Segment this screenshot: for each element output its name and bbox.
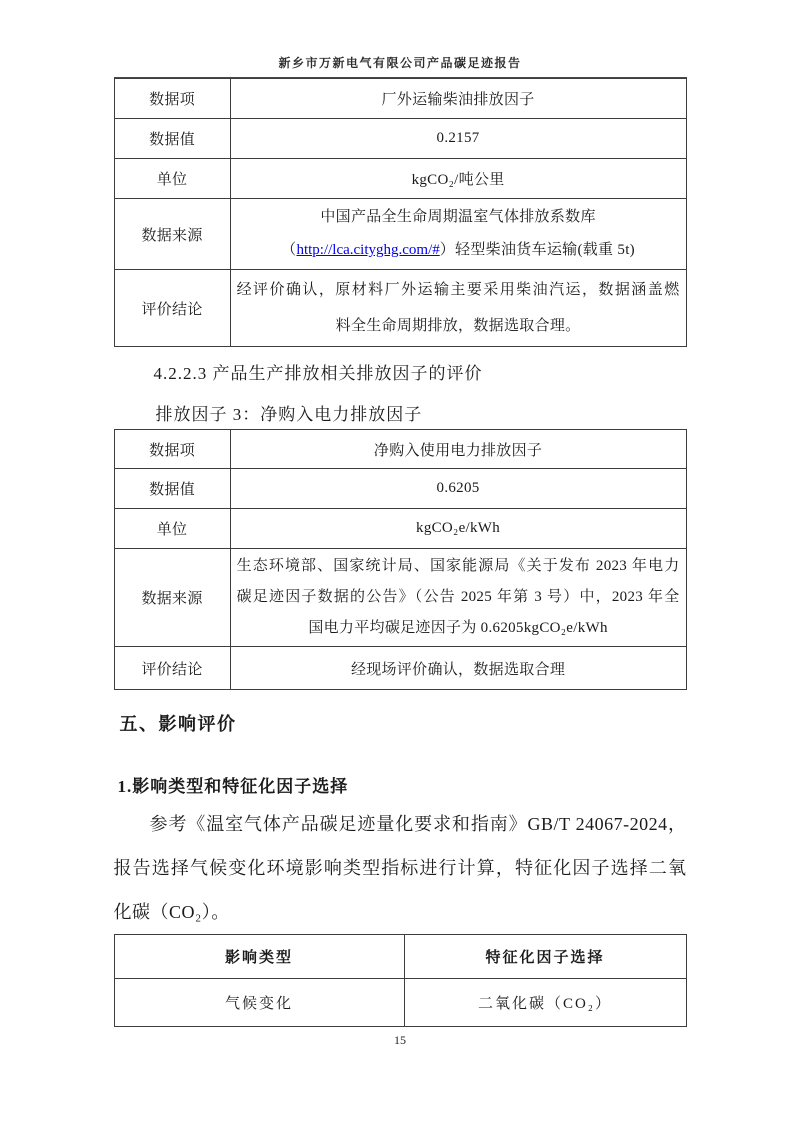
table-row xyxy=(114,270,686,347)
table-row xyxy=(114,159,686,199)
paragraph-line: 参考《温室气体产品碳足迹量化要求和指南》GB/T 24067-2024， xyxy=(149,814,687,834)
link-suffix: ）轻型柴油货车运输(载重 5t) xyxy=(439,242,635,258)
emission-factor-3-heading: 排放因子 3：净购入电力排放因子 xyxy=(155,405,423,424)
report-page xyxy=(114,0,687,1048)
data-item-value: 净购入使用电力排放因子 xyxy=(230,430,686,469)
table-row xyxy=(114,469,686,509)
characterization-factor-header: 特征化因子选择 xyxy=(404,935,686,979)
table-row xyxy=(114,199,686,270)
data-source-label: 数据来源 xyxy=(114,549,230,647)
section-5-heading: 五、影响评价 xyxy=(119,714,237,734)
unit-value: kgCO₂e/kWh xyxy=(230,509,686,549)
paragraph-line: 化碳（CO₂）。 xyxy=(113,902,230,922)
page-number: 15 xyxy=(394,1033,406,1047)
data-item-label: 数据项 xyxy=(114,79,230,119)
data-source-line: 国电力平均碳足迹因子为 0.6205kgCO₂e/kWh xyxy=(308,620,608,636)
subsection-1-heading: 1.影响类型和特征化因子选择 xyxy=(117,777,349,796)
characterization-factor-value: 二氧化碳（CO₂） xyxy=(404,979,686,1027)
table-row xyxy=(114,430,686,469)
data-source-cell xyxy=(230,199,686,270)
table-row xyxy=(114,647,686,690)
table-row xyxy=(114,79,686,119)
data-source-cell xyxy=(230,549,686,647)
header-title: 新乡市万新电气有限公司产品碳足迹报告 xyxy=(278,56,522,70)
impact-type-table xyxy=(114,934,687,1027)
data-item-value: 厂外运输柴油排放因子 xyxy=(230,79,686,119)
conclusion-value: 经现场评价确认，数据选取合理 xyxy=(230,647,686,690)
conclusion-label: 评价结论 xyxy=(114,270,230,347)
data-source-line: 中国产品全生命周期温室气体排放系数库 xyxy=(320,209,596,225)
impact-type-value: 气候变化 xyxy=(114,979,404,1027)
section-heading-4-2-2-3: 4.2.2.3 产品生产排放相关排放因子的评价 xyxy=(153,364,483,383)
conclusion-line: 经评价确认，原材料厂外运输主要采用柴油汽运，数据涵盖燃 xyxy=(236,282,680,298)
data-source-label: 数据来源 xyxy=(114,199,230,270)
impact-paragraph xyxy=(114,802,687,934)
data-item-label: 数据项 xyxy=(114,430,230,469)
data-source-line: 碳足迹因子数据的公告》（公告 2025 年第 3 号）中，2023 年全 xyxy=(236,589,680,605)
unit-value: kgCO₂/吨公里 xyxy=(230,159,686,199)
table-row xyxy=(114,979,686,1027)
table-row xyxy=(114,119,686,159)
data-source-line xyxy=(237,234,680,267)
impact-type-header: 影响类型 xyxy=(114,935,404,979)
table-header-row xyxy=(114,935,686,979)
conclusion-line: 料全生命周期排放，数据选取合理。 xyxy=(335,318,581,334)
data-value-label: 数据值 xyxy=(114,469,230,509)
link-prefix: （ xyxy=(281,242,297,258)
diesel-factor-table xyxy=(114,78,687,347)
conclusion-label: 评价结论 xyxy=(114,647,230,690)
data-source-line: 生态环境部、国家统计局、国家能源局《关于发布 2023 年电力 xyxy=(236,558,680,574)
unit-label: 单位 xyxy=(114,159,230,199)
unit-label: 单位 xyxy=(114,509,230,549)
data-value-value: 0.6205 xyxy=(230,469,686,509)
data-value-label: 数据值 xyxy=(114,119,230,159)
table-row xyxy=(114,509,686,549)
paragraph-line: 报告选择气候变化环境影响类型指标进行计算，特征化因子选择二氧 xyxy=(113,858,687,878)
conclusion-cell xyxy=(230,270,686,347)
table-row xyxy=(114,549,686,647)
electricity-factor-table xyxy=(114,429,687,690)
report-header xyxy=(114,56,687,78)
cityghg-link[interactable]: http://lca.cityghg.com/# xyxy=(296,242,440,258)
data-value-value: 0.2157 xyxy=(230,119,686,159)
